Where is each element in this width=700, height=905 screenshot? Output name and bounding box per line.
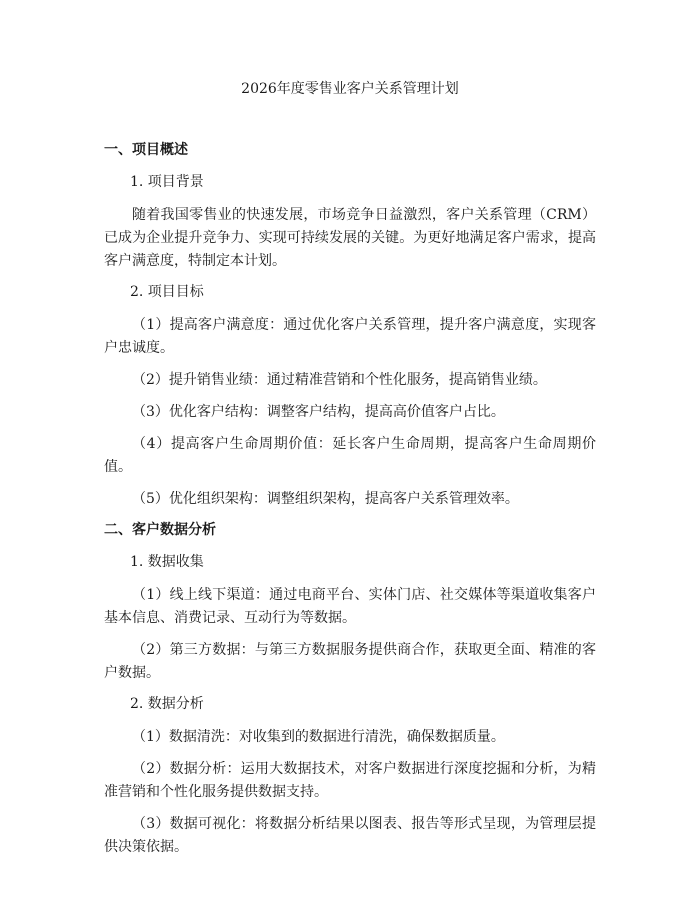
- subsection-heading-data-collection: 1. 数据收集: [130, 554, 204, 570]
- subsection-heading-analysis: 2. 数据分析: [130, 696, 204, 712]
- analysis-item: （3）数据可视化：将数据分析结果以图表、报告等形式呈现，为管理层提供决策依据。: [104, 816, 596, 855]
- goal-item: （3）优化客户结构：调整客户结构，提高高价值客户占比。: [132, 404, 505, 420]
- subsection-heading-background: 1. 项目背景: [130, 174, 204, 190]
- collection-item: （1）线上线下渠道：通过电商平台、实体门店、社交媒体等渠道收集客户基本信息、消费记录、互动行为等数据。: [104, 587, 596, 626]
- subsection-heading-goals: 2. 项目目标: [130, 284, 204, 300]
- analysis-item: （1）数据清洗：对收集到的数据进行清洗，确保数据质量。: [132, 729, 505, 745]
- goal-item: （1）提高客户满意度：通过优化客户关系管理，提升客户满意度，实现客户忠诚度。: [104, 317, 596, 356]
- section-heading-overview: 一、项目概述: [104, 142, 188, 158]
- collection-item: （2）第三方数据：与第三方数据服务提供商合作，获取更全面、精准的客户数据。: [104, 642, 596, 681]
- document-title: 2026年度零售业客户关系管理计划: [241, 81, 459, 97]
- goal-item: （4）提高客户生命周期价值：延长客户生命周期，提高客户生命周期价值。: [104, 436, 596, 475]
- analysis-item: （2）数据分析：运用大数据技术，对客户数据进行深度挖掘和分析，为精准营销和个性化服务提供数据支持。: [104, 761, 596, 800]
- goal-item: （5）优化组织架构：调整组织架构，提高客户关系管理效率。: [132, 491, 519, 507]
- goal-item: （2）提升销售业绩：通过精准营销和个性化服务，提高销售业绩。: [132, 372, 547, 388]
- section-heading-data-analysis: 二、客户数据分析: [104, 522, 216, 538]
- paragraph-background: 随着我国零售业的快速发展，市场竞争日益激烈，客户关系管理（CRM）已成为企业提升竞争力、实现可持续发展的关键。为更好地满足客户需求，提高客户满意度，特制定本计划。: [104, 207, 596, 269]
